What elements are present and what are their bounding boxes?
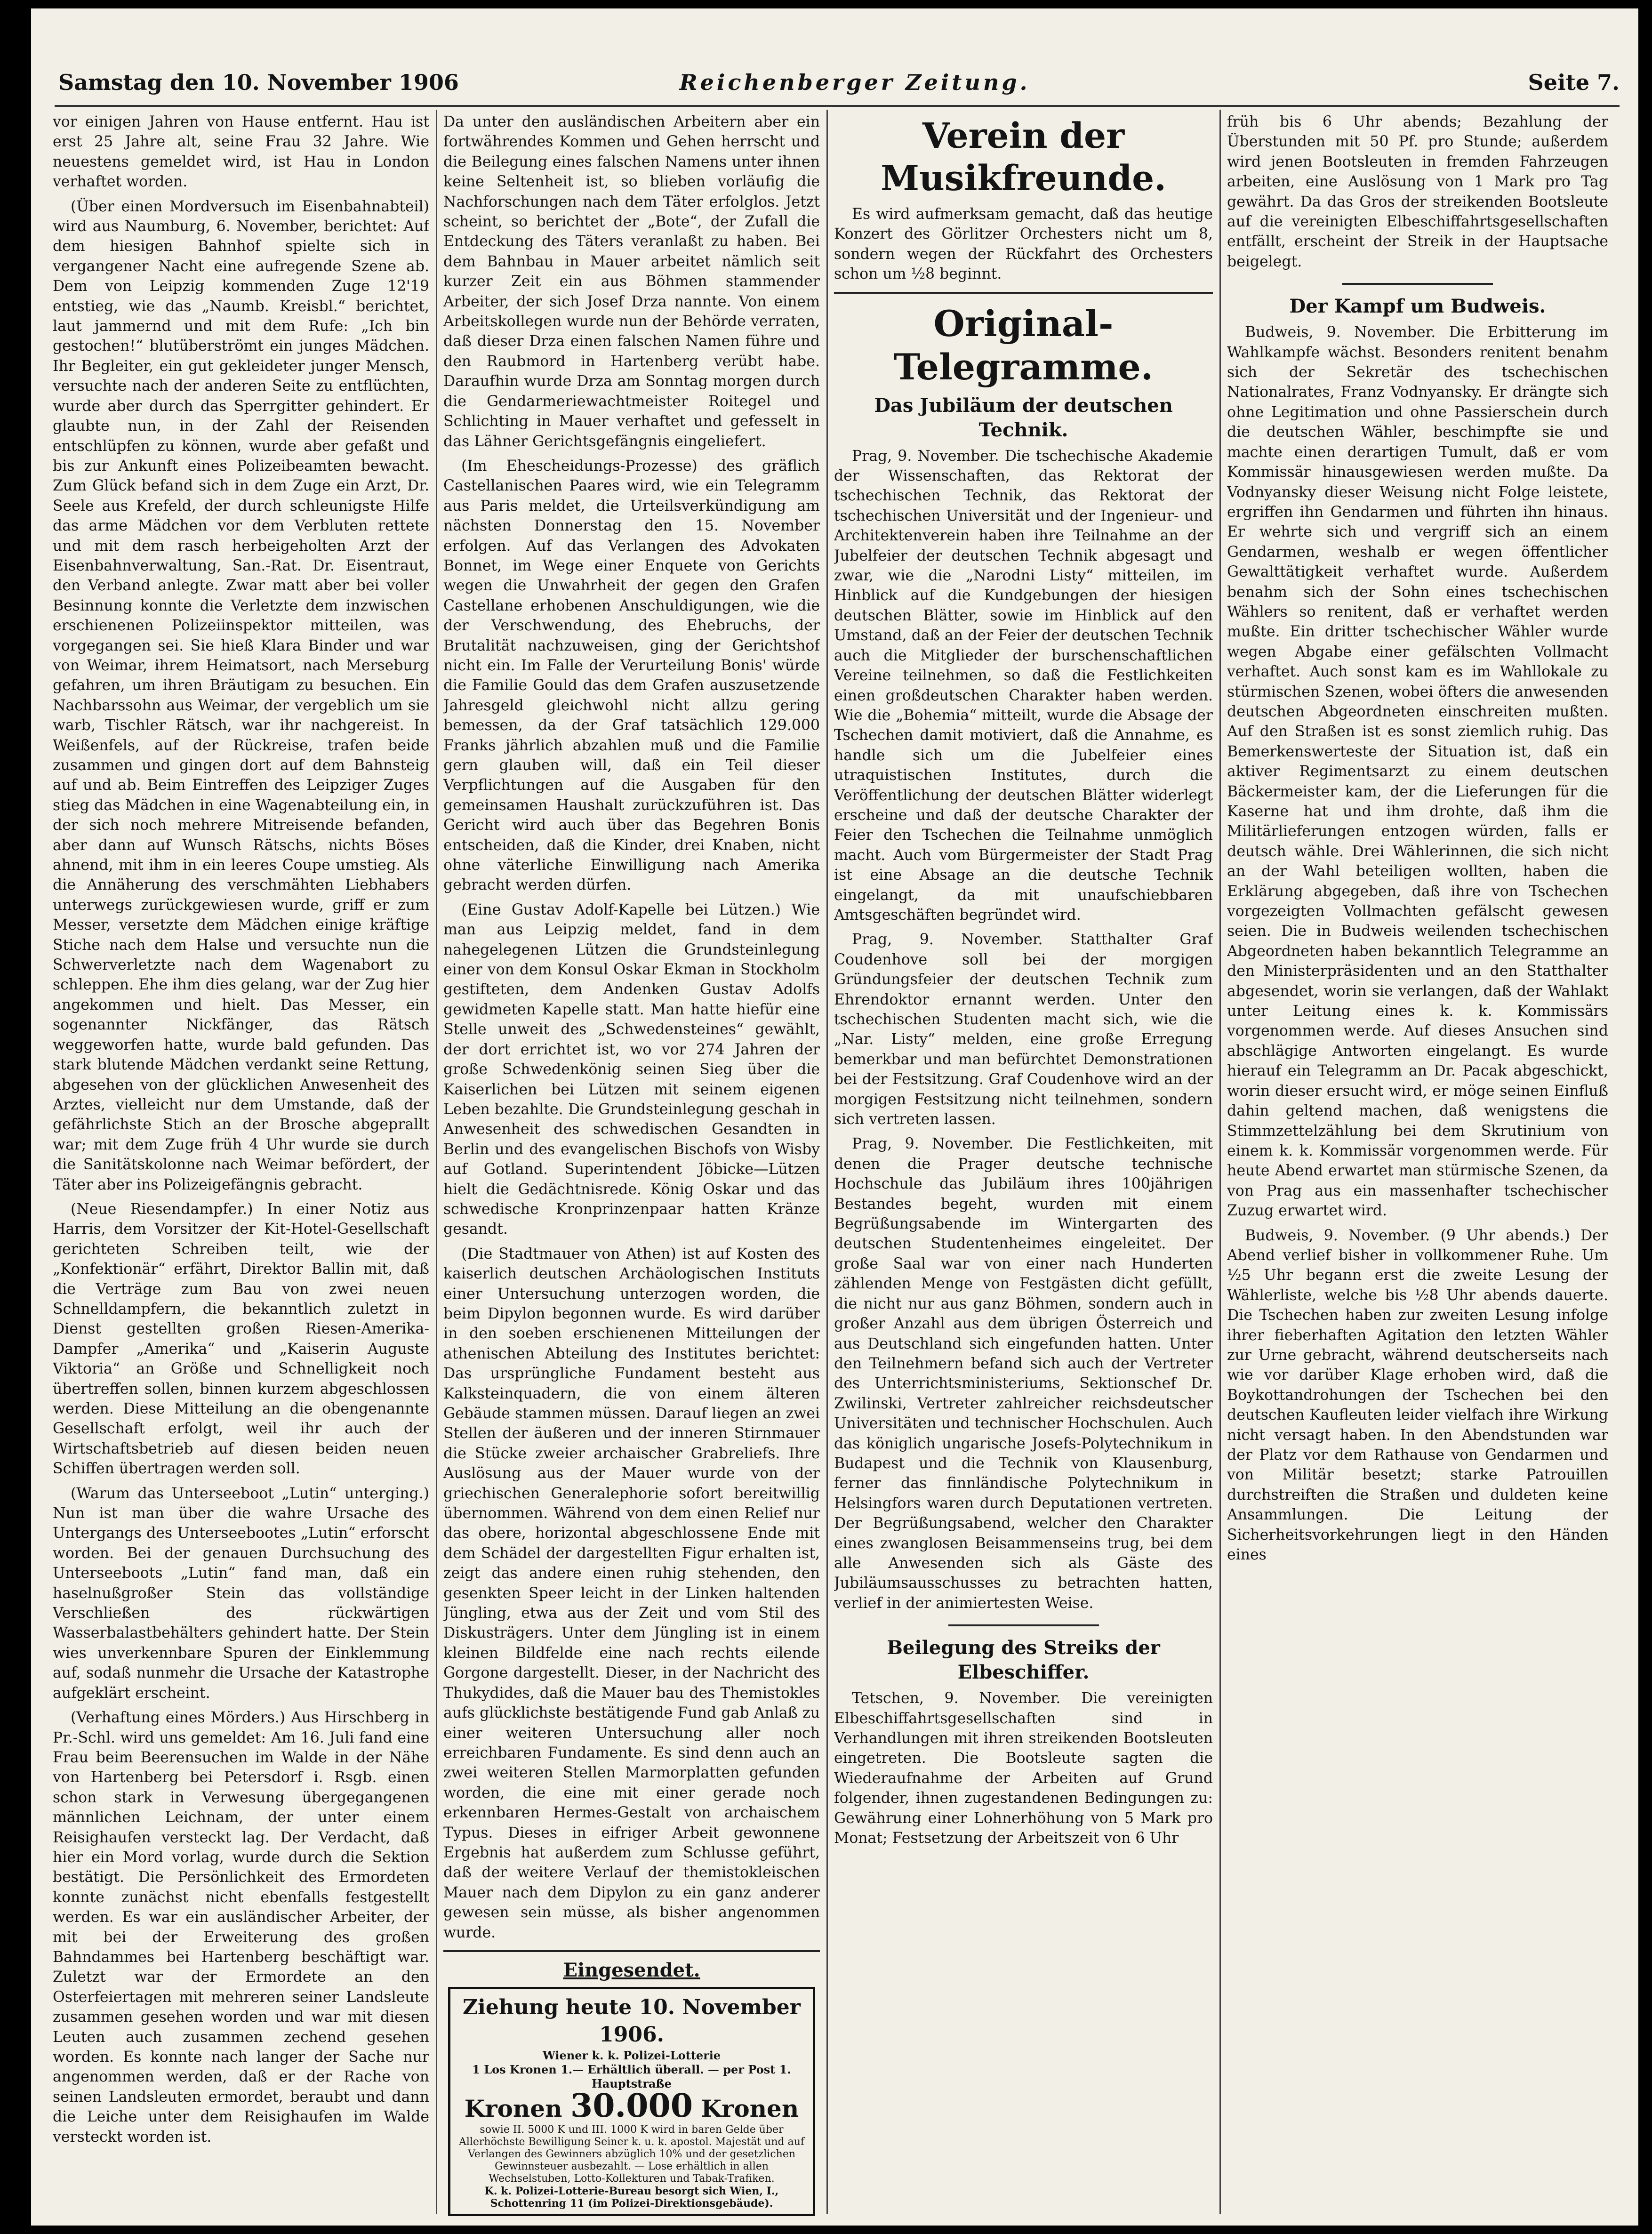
column-2 (443, 112, 820, 2216)
ad-currency-left: Kronen (464, 2095, 562, 2123)
article-elbe-continued: früh bis 6 Uhr abends; Bezahlung der Überstunden mit 50 Pf. pro Stunde; außerdem wird jenen Bootsleuten in fremden Fahrzeugen arbeiten, eine Auslösung von 1 Mark pro Tag gewährt. Da das Gros der streikenden Bootsleute auf die vereinigten Elbeschiffahrtsgesellschaften entfällt, erscheint der Streik in der Hauptsache beigelegt. (1227, 113, 1608, 270)
article-ehescheidung: (Im Ehescheidungs-Prozesse) des gräflich Castellanischen Paares wird, wie ein Telegramm aus Paris meldet, die Urteilsverkündigung am nächsten Donnerstag den 15. November erfolgen. Auf das Verlangen des Advokaten Bonnet, im Wege einer Enquete von Gerichts wegen die Unwahrheit der gegen den Grafen Castellane erhobenen Anschuldigungen, wie die der Verschwendung, des Ehebruchs, der Brutalität nachzuweisen, ging der Gerichtshof nicht ein. Im Falle der Verurteilung Bonis' würde die Familie Gould das dem Grafen auszusetzende Jahresgeld gleichwohl nicht allzu gering bemessen, da der Graf tatsächlich 129.000 Franks jährlich abzahlen muß und die Familie gern glauben will, daß ein Teil dieser Verpflichtungen auf die Ausgaben für den gemeinsamen Haushalt zurückzuführen ist. Das Gericht wird auch über das Begehren Bonis entscheiden, daß die Kinder, drei Knaben, nicht ohne väterliche Einwilligung nach Amerika gebracht werden dürfen. (443, 457, 820, 894)
paper-sheet (31, 8, 1638, 2226)
section-rule (443, 1950, 820, 1952)
column-3 (834, 112, 1213, 2216)
article-unterseeboot: (Warum das Unterseeboot „Lutin“ unterging.) Nun ist man über die wahre Ursache des Untergangs des Unterseebootes „Lutin“ erforscht worden. Bei der genauen Durchsuchung des Unterseeboots „Lutin“ fand man, daß ein haselnußgroßer Stein das vollständige Verschließen des rückwärtigen Wasserbalastbehälters gehindert hatte. Der Stein wies unverkennbare Spuren der Einklemmung auf, sodaß nunmehr die Ursache der Katastrophe aufgeklärt erscheint. (53, 1485, 429, 1702)
subheading-elbeschiffer: Beilegung des Streiks der Elbeschiffer. (887, 1637, 1160, 1684)
ad-currency-right: Kronen (701, 2095, 799, 2123)
column-divider-2 (826, 110, 828, 2214)
ad-prize (457, 2087, 806, 2125)
page-number: Seite 7. (1528, 70, 1620, 95)
telegram-prag-1: Prag, 9. November. Die tschechische Akademie der Wissenschaften, das Rektorat der tschechischen Technik, das Rektorat der tschechischen Universität und der Ingenieur- und Architektenverein haben ihre Teilnahme an der Jubelfeier der deutschen Technik abgesagt und zwar, wie die „Narodni Listy“ mitteilen, im Hinblick auf die Kundgebungen der hiesigen deutschen Blätter, sowie im Hinblick auf den Umstand, daß an der Feier der deutschen Technik auch die Mitglieder der burschenschaftlichen Vereine teilnehmen, so daß die Festlichkeiten einen großdeutschen Charakter haben werden. Wie die „Bohemia“ mitteilt, wurde die Absage der Tschechen damit motiviert, daß die Annahme, es handle sich um die Jubelfeier eines utraquistischen Institutes, durch die Veröffentlichung der deutschen Blätter widerlegt erscheine und daß der deutsche Charakter der Feier den Tschechen die Teilnahme unmöglich macht. Auch vom Bürgermeister der Stadt Prag ist eine Absage an die deutsche Technik eingelangt, da mit unaufschiebbaren Amtsgeschäften begründet wird. (834, 447, 1213, 924)
eingesendet-heading: Eingesendet. (563, 1959, 700, 1981)
telegram-tetschen: Tetschen, 9. November. Die vereinigten Elbeschiffahrtsgesellschaften sind in Verhandlungen mit ihren streikenden Bootsleuten eingetreten. Die Bootsleute sagten die Wiederaufnahme der Arbeiten auf Grund folgender, ihnen zugestandenen Bedingungen zu: Gewährung einer Lohnerhöhung von 5 Mark pro Monat; Festsetzung der Arbeitszeit von 6 Uhr (834, 1690, 1213, 1847)
article-musikfreunde: Es wird aufmerksam gemacht, daß das heutige Konzert des Görlitzer Orchesters nicht um 8, sondern wegen der Rückfahrt des Orchesters schon um ½8 beginnt. (834, 206, 1213, 283)
article-stadtmauer-athen: (Die Stadtmauer von Athen) ist auf Kosten des kaiserlich deutschen Archäologischen Instituts einer Untersuchung unterzogen worden, die beim Dipylon begonnen wurde. Es wird darüber in den soeben erschienenen Mitteilungen der athenischen Abteilung des Institutes berichtet: Das ursprüngliche Fundament besteht aus Kalksteinquadern, die von einem älteren Gebäude stammen müssen. Darauf liegen an zwei Stellen der äußeren und der inneren Stirnmauer die Stücke zweier archaischer Grabreliefs. Ihre Auslösung aus der Mauer wurde von der griechischen Generalephorie sofort bereitwillig übernommen. Während von dem einen Relief nur das obere, horizontal abgeschlossene Ende mit dem Schädel der dargestellten Figur erhalten ist, zeigt das andere einen ruhig stehenden, den gesenkten Speer leicht in der Linken haltenden Jüngling, etwa aus der Zeit und vom Stil des Diskusträgers. Unter dem Jüngling ist in einem kleinen Bildfelde eine nach rechts eilende Gorgone dargestellt. Dieser, in der Nachricht des Thukydides, daß die Mauer bau des Themistokles aufs glücklichste bestätigende Fund gab Anlaß zu einer weiteren Untersuchung aller noch erreichbaren Fundamente. Es sind denn auch an zwei weiteren Stellen Marmorplatten gefunden worden, die eine mit einer gerade noch erkennbaren Hermes-Gestalt von archaischem Typus. Dieses in eifriger Arbeit gewonnene Ergebnis hat außerdem zum Schlusse geführt, daß der weitere Verlauf der themistokleischen Mauer nach dem Dipylon zu ein ganz anderer gewesen sein müsse, als bisher angenommen wurde. (443, 1245, 820, 1941)
article-gustav-adolf: (Eine Gustav Adolf-Kapelle bei Lützen.) Wie man aus Leipzig meldet, fand in dem nahegelegenen Lützen die Grundsteinlegung einer von dem Konsul Oskar Ekman in Stockholm gestifteten, dem Andenken Gustav Adolfs gewidmeten Kapelle statt. Man hatte hiefür eine Stelle unweit des „Schwedensteines“ gewählt, der dort errichtet ist, wo vor 274 Jahren der große Schwedenkönig seinen Sieg über die Kaiserlichen bei Lützen mit seinem eigenen Leben bezahlte. Die Grundsteinlegung geschah in Anwesenheit des schwedischen Gesandten in Berlin und des evangelischen Bischofs von Wisby auf Gotland. Superintendent Jöbicke—Lützen hielt die Gedächtnisrede. König Oskar und das schwedische Kronprinzenpaar hatten Kränze gesandt. (443, 901, 820, 1238)
article-riesendampfer: (Neue Riesendampfer.) In einer Notiz aus Harris, dem Vorsitzer der Kit-Hotel-Gesellschaft gerichteten Schreiben teilt, wie der „Konfektionär“ erfährt, Direktor Ballin mit, daß die Verträge zum Bau von zwei neuen Schnelldampfern, die bekanntlich zuletzt in Dienst gestellten großen Riesen-Amerika-Dampfer „Amerika“ und „Kaiserin Auguste Viktoria“ an Größe und Schnelligkeit noch übertreffen sollen, binnen kurzem abgeschlossen werden. Diese Mitteilung an die obengenannte Gesellschaft erfolgt, weil ihr auch der Wirtschaftsbetrieb auf diesen beiden neuen Schiffen übertragen werden soll. (53, 1200, 429, 1478)
masthead: Reichenberger Zeitung. (679, 70, 1030, 95)
ad-bureau: K. k. Polizei-Lotterie-Bureau besorgt sich Wien, I., Schottenring 11 (im Polizei-Direktionsgebäude). (484, 2185, 779, 2210)
telegram-budweis-2: Budweis, 9. November. (9 Uhr abends.) Der Abend verlief bisher in vollkommener Ruhe. Um ½5 Uhr begann erst die zweite Lesung der Wählerliste, welche bis ½8 Uhr abends dauerte. Die Tschechen haben zur zweiten Lesung infolge ihrer fieberhaften Agitation den letzten Wähler zur Urne gebracht, während deutscherseits nach wie vor darüber Klage erhoben wird, daß die Boykottandrohungen der Tschechen bei den deutschen Kaufleuten leider vielfach ihre Wirkung nicht versagt haben. In den Abendstunden war der Platz vor dem Rathause von Gendarmen und von Militär besetzt; starke Patrouillen durchstreiften die Straßen und duldeten keine Ansammlungen. Die Leitung der Sicherheitsvorkehrungen liegt in den Händen eines (1227, 1227, 1608, 1564)
ad-title: Ziehung heute 10. November 1906. (463, 1995, 801, 2047)
header-date: Samstag den 10. November 1906 (58, 70, 459, 95)
section-divider (1342, 283, 1493, 285)
heading-original-telegramme: Original-Telegramme. (893, 302, 1154, 388)
column-divider-3 (1219, 110, 1221, 2214)
ad-line-lottery: Wiener k. k. Polizei-Lotterie (542, 2049, 721, 2063)
subheading-budweis: Der Kampf um Budweis. (1289, 295, 1546, 318)
section-divider (948, 1624, 1099, 1626)
telegram-budweis-1: Budweis, 9. November. Die Erbitterung im Wahlkampfe wächst. Besonders renitent benahm sich der Sekretär des tschechischen Nationalrates, Franz Vodnyansky. Er drängte sich ohne Legitimation und ohne Passierschein durch die deutschen Wähler, beschimpfte sie und machte einen derartigen Tumult, daß er vom Kommissär hinausgewiesen werden mußte. Da Vodnyansky dieser Weisung nicht Folge leistete, ergriffen ihn Gendarmen und führten ihn hinaus. Er wehrte sich und vergriff sich an einem Gendarmen, weshalb er wegen öffentlicher Gewalttätigkeit verhaftet wurde. Außerdem benahm sich der Sohn eines tschechischen Wählers so renitent, daß er verhaftet werden mußte. Ein dritter tschechischer Wähler wurde wegen Abgabe einer gefälschten Vollmacht verhaftet. Auch sonst kam es im Wahllokale zu stürmischen Szenen, wobei öfters die anwesenden deutschen Abgeordneten einschreiten mußten. Auf den Straßen ist es sonst ziemlich ruhig. Das Bemerkenswerteste der Situation ist, daß ein aktiver Regimentsarzt zu einem deutschen Bäckermeister kam, der die Lieferungen für die Kaserne hat und ihm drohte, daß ihm die Militärlieferungen entzogen würden, falls er deutsch wähle. Drei Wählerinnen, die sich nicht an der Wahl beteiligen wollten, haben die Erklärung abgegeben, daß ihre von Tschechen vorgezeigten Vollmachten gefälscht gewesen seien. Die in Budweis weilenden tschechischen Abgeordneten haben bekanntlich Telegramme an den Ministerpräsidenten und an den Statthalter abgesendet, worin sie verlangen, daß der Wahlakt unter Leitung eines k. k. Kommissärs vorgenommen werde. Auf dieses Ansuchen sind abschlägige Antworten eingelangt. Es wurde hierauf ein Telegramm an Dr. Pacak abgeschickt, worin dieser ersucht wird, er möge seinen Einfluß dahin geltend machen, daß wenigstens die Stimmzettelzählung bei dem Skrutinium von einem k. k. Kommissär vorgenommen werde. Für heute Abend erwartet man stürmische Szenen, da von Prag aus ein massenhafter tschechischer Zuzug erwartet wird. (1227, 324, 1608, 1220)
column-4 (1227, 112, 1608, 2216)
section-rule (834, 292, 1213, 294)
telegram-prag-2: Prag, 9. November. Statthalter Graf Coudenhove soll bei der morgigen Gründungsfeier der deutschen Technik zum Ehrendoktor ernannt werden. Unter den tschechischen Studenten macht sich, wie die „Nar. Listy“ melden, eine große Erregung bemerkbar und man befürchtet Demonstrationen bei der Festsitzung. Graf Coudenhove wird an der morgigen Festsitzung nicht teilnehmen, sondern sich vertreten lassen. (834, 931, 1213, 1128)
telegram-prag-3: Prag, 9. November. Die Festlichkeiten, mit denen die Prager deutsche technische Hochschule das Jubiläum ihres 100jährigen Bestandes begeht, wurden mit einem Begrüßungsabende im Wintergarten des deutschen Studentenheimes eingeleitet. Der große Saal war von einer nach Hunderten zählenden Menge von Festgästen dicht gefüllt, die nicht nur aus ganz Böhmen, sondern auch in großer Anzahl aus dem übrigen Österreich und aus Deutschland sich eingefunden hatten. Unter den Teilnehmern befand sich auch der Vertreter des Unterrichtsministeriums, Sektionschef Dr. Zwilinski, Vertreter zahlreicher reichsdeutscher Universitäten und technischer Hochschulen. Auch das königlich ungarische Josefs-Polytechnikum in Budapest und die Technik von Klausenburg, ferner das finnländische Polytechnikum in Helsingfors waren durch Deputationen vertreten. Der Begrüßungsabend, welcher den Charakter eines zwanglosen Beisammenseins trug, bei dem alle Anwesenden sich als Gäste des Jubiläumsausschusses zu betrachten hatten, verlief in der animiertesten Weise. (834, 1135, 1213, 1612)
scan-edge (1642, 0, 1652, 2234)
ad-fine-print: sowie II. 5000 K und III. 1000 K wird in baren Gelde über Allerhöchste Bewilligung Seiner k. u. k. apostol. Majestät und auf Verlangen des Gewinners abzüglich 10% und der gesetzlichen Gewinnsteuer ausbezahlt. — Lose erhältlich in allen Wechselstuben, Lotto-Kollekturen und Tabak-Trafiken. (458, 2124, 805, 2185)
heading-musikfreunde: Verein der Musikfreunde. (881, 116, 1166, 199)
article-drza: Da unter den ausländischen Arbeitern aber ein fortwährendes Kommen und Gehen herrscht und die Beilegung eines falschen Namens unter ihnen keine Seltenheit ist, so blieben vorläufig die Nachforschungen nach dem Täter erfolglos. Jetzt scheint, so berichtet der „Bote“, der Zufall die Entdeckung des Täters veranlaßt zu haben. Bei dem Bahnbau in Mauer arbeitet nämlich seit kurzer Zeit ein aus Böhmen stammender Arbeiter, der sich Josef Drza nannte. Von einem Arbeitskollegen wurde nun der Behörde verraten, daß dieser Drza einen falschen Namen führe und den Raubmord in Hartenberg verübt habe. Daraufhin wurde Drza am Sonntag morgen durch die Gendarmeriewachtmeister Roitegel und Schlichting in Mauer verhaftet und gefesselt in das Lähner Gerichtsgefängnis eingeliefert. (443, 113, 820, 450)
article-mordversuch: (Über einen Mordversuch im Eisenbahnabteil) wird aus Naumburg, 6. November, berichtet: Auf dem hiesigen Bahnhof spielte sich in vergangener Nacht eine aufregende Szene ab. Dem von Leipzig kommenden Zuge 12'19 entstieg, wie das „Naumb. Kreisbl.“ berichtet, laut jammernd und mit dem Rufe: „Ich bin gestochen!“ blutüberströmt ein junges Mädchen. Ihr Begleiter, ein gut gekleideter junger Mensch, versuchte nach der anderen Seite zu entflüchten, wurde aber durch das Sperrgitter gehindert. Er glaubte nun, in der Zahl der Reisenden entschlüpfen zu können, wurde aber gefaßt und bis zur Ankunft eines Polizeibeamten bewacht. Zum Glück befand sich in dem Zuge ein Arzt, Dr. Seele aus Krefeld, der durch schleunigste Hilfe das arme Mädchen vor dem Verbluten rettete und mit dem rasch herbeigeholten Arzt der Eisenbahnverwaltung, San.-Rat. Dr. Eisentraut, den Verband anlegte. Zwar matt aber bei voller Besinnung konnte die Verletzte dem inzwischen erschienenen Polizeiinspektor mitteilen, was vorgegangen sei. Sie hieß Klara Binder und war von Weimar, ihrem Heimatsort, nach Merseburg gefahren, um ihren Bräutigam zu besuchen. Ein Nachbarssohn aus Weimar, der vergeblich um sie warb, Tischler Rätsch, war ihr nachgereist. In Weißenfels, auf der Rückreise, trafen beide zusammen und gingen dort auf dem Bahnsteig auf und ab. Beim Eintreffen des Leipziger Zuges stieg das Mädchen in eine Wagenabteilung ein, in der sich noch mehrere Mitreisende befanden, aber dann auf Wunsch Rätschs, nichts Böses ahnend, mit ihm in ein leeres Coupe umstieg. Als die Annäherung des verschmähten Liebhabers unterwegs zurückgewiesen wurde, griff er zum Messer, versetzte dem Mädchen einige kräftige Stiche nach dem Halse und versuchte nun die Schwerverletzte nach dem Wagenabort zu schleppen. Ehe ihm dies gelang, war der Zug hier angekommen und hielt. Das Messer, ein sogenannter Nickfänger, das Rätsch weggeworfen hatte, wurde bald gefunden. Das stark blutende Mädchen verdankt seine Rettung, abgesehen von der glücklichen Anwesenheit des Arztes, vielleicht nur dem Umstande, daß der gefährlichste Stich an der Brosche abgeprallt war; mit dem Zuge früh 4 Uhr wurde sie durch die Sanitätskolonne nach Weimar befördert, der Täter aber ins Polizeigefängnis gebracht. (53, 198, 429, 1193)
header-rule (55, 105, 1620, 107)
ad-line-price: 1 Los Kronen 1.— Erhältlich überall. — per Post 1. Hauptstraße (472, 2063, 791, 2091)
lottery-advertisement (448, 1987, 815, 2216)
article-verhaftung-moerder: (Verhaftung eines Mörders.) Aus Hirschberg in Pr.-Schl. wird uns gemeldet: Am 16. Juli fand eine Frau beim Beerensuchen im Walde in der Nähe von Hartenberg bei Petersdorf i. Rsgb. einen schon stark in Verwesung übergegangenen männlichen Leichnam, der unter einem Reisighaufen versteckt lag. Der Verdacht, daß hier ein Mord vorlag, wurde durch die Sektion bestätigt. Die Persönlichkeit des Ermordeten konnte zunächst nicht ebenfalls festgestellt werden. Es war ein ausländischer Arbeiter, der mit bei der Erweiterung des großen Bahndammes bei Hartenberg beschäftigt war. Zuletzt war der Ermordete an den Osterfeiertagen mit mehreren seiner Landsleute zusammen gesehen worden und war mit diesen Leuten auch zusammen zechend gesehen worden. Es konnte nach langer der Sache nur angenommen werden, daß er der Rache von seinen Landsleuten ermordet, beraubt und dann die Leiche unter dem Reisighaufen im Walde versteckt worden ist. (53, 1709, 429, 2146)
article-hau: vor einigen Jahren von Hause entfernt. Hau ist erst 25 Jahre alt, seine Frau 32 Jahre. Wie neuestens gemeldet wird, ist Hau in London verhaftet worden. (53, 113, 429, 191)
ad-amount: 30.000 (570, 2087, 693, 2125)
column-divider-1 (436, 110, 437, 2214)
subheading-jubilaeum: Das Jubiläum der deutschen Technik. (874, 394, 1173, 441)
column-1 (53, 112, 429, 2216)
